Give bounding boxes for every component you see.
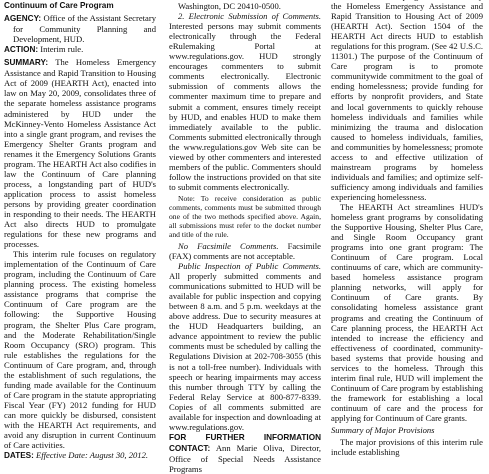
public-inspection-heading: Public Inspection of Public Comments. xyxy=(178,261,321,272)
major-provisions-paragraph: The major provisions of this interim rule include establishing xyxy=(331,437,483,458)
action-text: Interim rule. xyxy=(40,44,84,55)
no-fax-heading: No Facsimile Comments. xyxy=(178,240,279,251)
rule-title-line-2: Continuum of Care Program xyxy=(4,1,114,11)
summary-paragraph-2: This interim rule focuses on regulatory implementation of the Continuum of Care program, including the Continuum of Care planning process. The existing homeless assistance programs that comprise the Continuum of Care program are the following: the Supportive Housing program, the Shelter Plus Care program, and the Moderate Rehabilitation/Single Room Occupancy (SRO) program. This rule establishes the regulations for the Continuum of Care program, and, through the establishment of such regulations, the funding made available for the Continuum of Care program in the statute appropriating Fiscal Year (FY) 2012 funding for HUD can more quickly be disbursed, consistent with the HEARTH Act requirements, and avoid any disruption in current Continuum of Care activities. xyxy=(4,249,156,451)
public-inspection-paragraph xyxy=(169,261,321,432)
agency-block xyxy=(4,13,156,44)
column-1 xyxy=(4,0,156,461)
dates-text: Effective Date: August 30, 2012. xyxy=(36,450,149,461)
contact-label: FOR FURTHER INFORMATION CONTACT: xyxy=(169,432,321,453)
electronic-submission-text: Interested persons may submit comments electronically through the Federal eRulemaking Portal at www.regulations.gov. HUD strongly encourages commenters to submit comments electronically. Electronic submission of comments allows the commenter maximum time to prepare and submit a comment, ensures timely receipt by HUD, and enables HUD to make them immediately available to the public. Comments submitted electronically through the www.regulations.gov Web site can be viewed by other commenters and interested members of the public. Commenters should follow the instructions provided on that site to submit comments electronically. xyxy=(169,21,321,192)
summary-label: SUMMARY: xyxy=(4,58,49,68)
contact-block xyxy=(169,432,321,474)
electronic-submission-paragraph xyxy=(169,11,321,192)
purpose-paragraph: the Homeless Emergency Assistance and Rapid Transition to Housing Act of 2009 (HEARTH Act). Section 1504 of the HEARTH Act directs HUD to establish regulations for this program. (See 42 U.S.C. 11301.) The purpose of the Continuum of Care program is to promote communitywide commitment to the goal of ending homelessness; provide funding for efforts by nonprofit providers, and State and local governments to quickly rehouse homeless individuals and families while minimizing the trauma and dislocation caused to homeless individuals, families, and communities by homelessness; promote access to and effective utilization of mainstream programs by homeless individuals and families; and optimize self-sufficiency among individuals and families experiencing homelessness. xyxy=(331,1,483,202)
address-line-2: Washington, DC 20410-0500. xyxy=(178,1,281,12)
note-paragraph: Note: To receive consideration as public comments, comments must be submitted through one of the two methods specified above. Again, all submissions must refer to the docket number and title of the rule. xyxy=(169,193,321,239)
no-fax-paragraph xyxy=(169,241,321,261)
no-fax-text: Facsimile (FAX) comments are not acceptable. xyxy=(169,240,321,261)
action-block xyxy=(4,44,156,55)
summary-block xyxy=(4,57,156,249)
agency-text: Office of the Assistant Secretary for Community Planning and Development, HUD. xyxy=(13,13,156,45)
dates-block xyxy=(4,450,156,461)
action-label: ACTION: xyxy=(4,45,39,55)
public-inspection-text: All properly submitted comments and communications submitted to HUD will be available for public inspection and copying between 8 a.m. and 5 p.m. weekdays at the above address. Due to security measures at the HUD Headquarters building, an advance appointment to review the public comments must be scheduled by calling the Regulations Division at 202-708-3055 (this is not a toll-free number). Individuals with speech or hearing impairments may access this number through TTY by calling the Federal Relay Service at 800-877-8339. Copies of all comments submitted are available for inspection and downloading at www.regulations.gov. xyxy=(169,271,321,432)
summary-text: The Homeless Emergency Assistance and Rapid Transition to Housing Act of 2009 (HEARTH Act), enacted into law on May 20, 2009, consolidates three of the separate homeless assistance programs administered by HUD under the McKinney-Vento Homeless Assistance Act into a single grant program, and revises the Emergency Shelter Grants program and renames it the Emergency Solutions Grants program. The HEARTH Act also codifies in law the Continuum of Care planning process, a longstanding part of HUD's application process to assist homeless persons by providing greater coordination in responding to their needs. The HEARTH Act also directs HUD to promulgate regulations for these new programs and processes. xyxy=(4,57,156,250)
electronic-submission-heading: 2. Electronic Submission of Comments. xyxy=(178,11,321,22)
major-provisions-heading: Summary of Major Provisions xyxy=(331,425,435,436)
streamlining-paragraph: The HEARTH Act streamlines HUD's homeless grant programs by consolidating the Supportive Housing, Shelter Plus Care, and Single Room Occupancy grant programs into one grant program: The Continuum of Care program. Local continuums of care, which are community-based homeless assistance program planning networks, will apply for Continuum of Care grants. By consolidating homeless assistance grant programs and creating the Continuum of Care planning process, the HEARTH Act intended to increase the efficiency and effectiveness of coordinated, community-based systems that provide housing and services to the homeless. Through this interim final rule, HUD will implement the Continuum of Care program by establishing the framework for establishing a local continuum of care and the process for applying for Continuum of Care grants. xyxy=(331,201,483,423)
dates-label: DATES: xyxy=(4,451,34,461)
column-3 xyxy=(331,0,483,457)
agency-label: AGENCY: xyxy=(4,14,42,24)
contact-text: Ann Marie Oliva, Director, Office of Special Needs Assistance Programs xyxy=(169,442,321,474)
column-2 xyxy=(169,0,321,474)
